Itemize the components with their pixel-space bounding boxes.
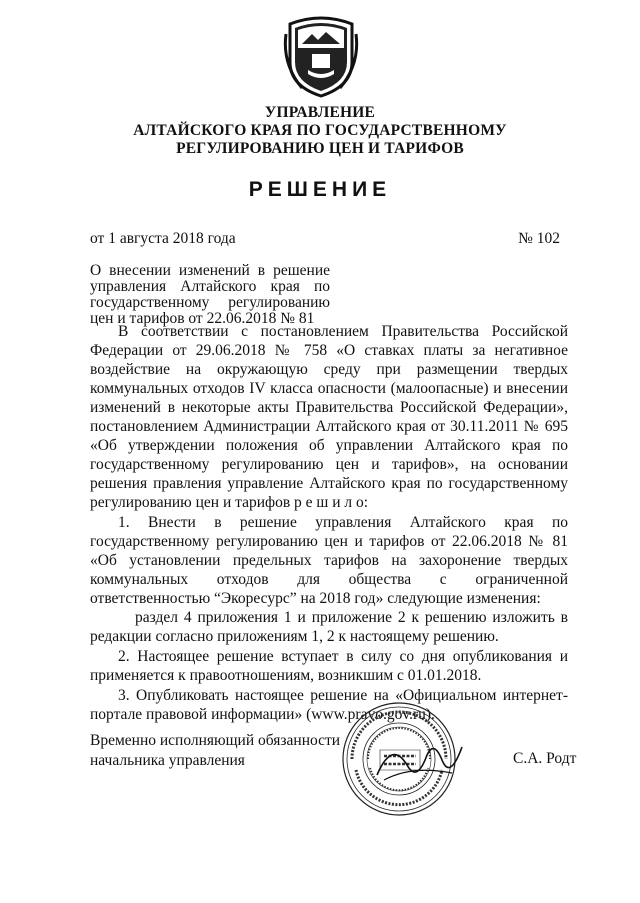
- subject-line: государственному регулированию: [90, 294, 330, 311]
- preamble-paragraph: В соответствии с постановлением Правительства Российской Федерации от 29.06.2018 № 758 «О ставках платы за негативное воздействие на окружающую среду при размещении твердых коммунальных отходов IV класса опасности (малоопасные) и внесении изменений в некоторые акты Правительства Российской Федерации», постановлением Администрации Алтайского края от 30.11.2011 № 695 «Об утверждении положения об управлении Алтайского края по государственному регулированию цен и тарифов», на основании решения правления управление Алтайского края по государственному регулированию цен и тарифов р е ш и л о:: [90, 323, 568, 511]
- document-date: от 1 августа 2018 года: [90, 230, 236, 247]
- coat-of-arms-icon: [282, 14, 360, 98]
- item-1-sub-paragraph: раздел 4 приложения 1 и приложение 2 к решению изложить в редакции согласно приложениям 1, 2 к настоящему решению.: [90, 609, 568, 645]
- organization-name: [0, 104, 640, 158]
- subject-line: цен и тарифов от 22.06.2018 № 81: [90, 310, 315, 327]
- item-3-paragraph: 3. Опубликовать настоящее решение на «Официальном интернет-портале правовой информации» (www.pravo.gov.ru).: [90, 687, 568, 723]
- document-title: РЕШЕНИЕ: [248, 178, 392, 201]
- subject-line: управления Алтайского края по: [90, 278, 330, 295]
- document-body: [90, 322, 568, 724]
- org-line-3: РЕГУЛИРОВАНИЮ ЦЕН И ТАРИФОВ: [176, 140, 464, 157]
- org-line-1: УПРАВЛЕНИЕ: [264, 104, 376, 121]
- date-number-line: [90, 230, 560, 248]
- signatory-position: [90, 731, 340, 771]
- item-2-paragraph: 2. Настоящее решение вступает в силу со дня опубликования и применяется к правоотношениям, возникшим с 01.01.2018.: [90, 648, 568, 684]
- position-line-2: начальника управления: [90, 752, 245, 769]
- item-1-paragraph: 1. Внести в решение управления Алтайского края по государственному регулированию цен и тарифов от 22.06.2018 № 81 «Об установлении предельных тарифов на захоронение твердых коммунальных отходов для общества с ограниченной ответственностью “Экоресурс” на 2018 год» следующие изменения:: [90, 514, 568, 607]
- position-line-1: Временно исполняющий обязанности: [90, 732, 341, 749]
- handwritten-signature: [372, 735, 467, 790]
- document-number: № 102: [518, 230, 560, 247]
- subject-line: О внесении изменений в решение: [90, 262, 330, 279]
- document-subject: [90, 263, 330, 327]
- signer-name: С.А. Родт: [513, 750, 577, 767]
- org-line-2: АЛТАЙСКОГО КРАЯ ПО ГОСУДАРСТВЕННОМУ: [133, 122, 507, 139]
